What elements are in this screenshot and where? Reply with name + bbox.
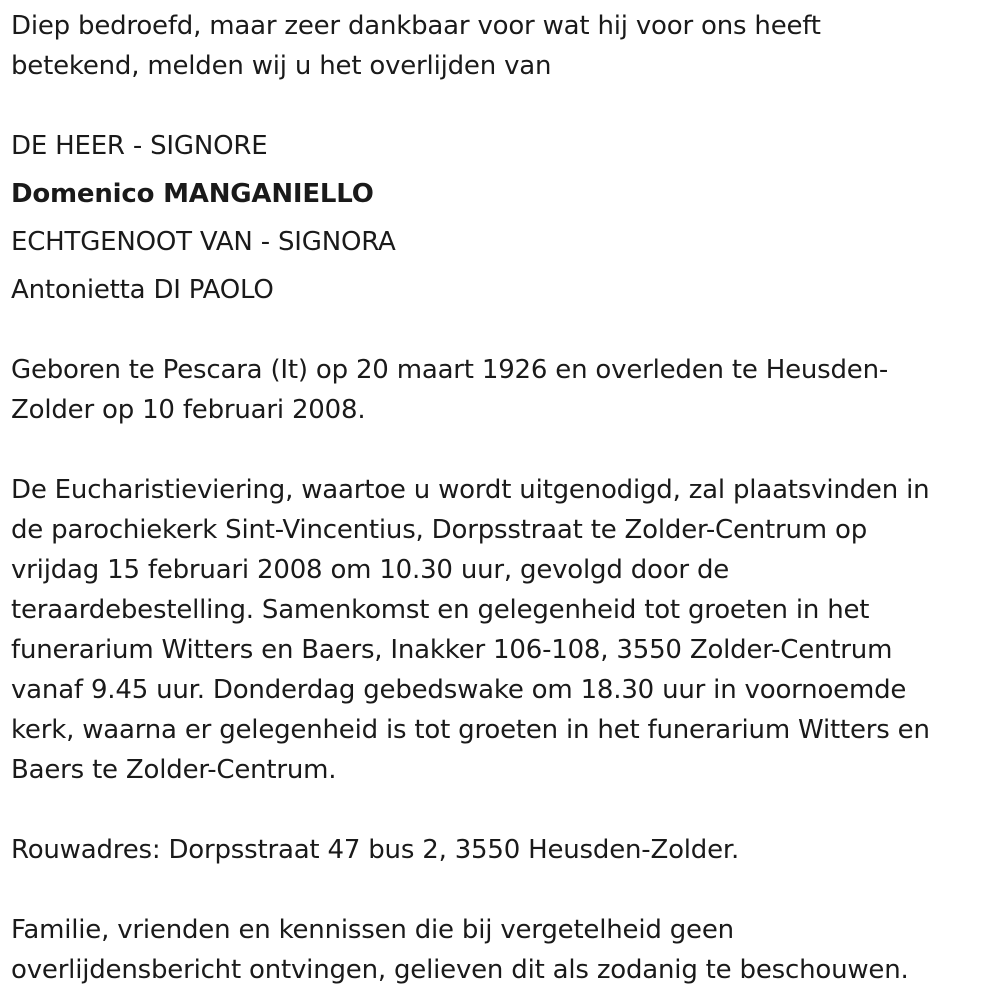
closing-line: Familie, vrienden en kennissen die bij vergetelheid geen [11, 915, 734, 945]
ceremony-paragraph [11, 470, 991, 790]
birth-death-line: Geboren te Pescara (It) op 20 maart 1926 en overleden te Heusden- [11, 355, 889, 385]
ceremony-line: teraardebestelling. Samenkomst en gelegenheid tot groeten in het [11, 595, 870, 625]
intro-line: Diep bedroefd, maar zeer dankbaar voor wat hij voor ons heeft [11, 11, 821, 41]
spouse-relation: ECHTGENOOT VAN - SIGNORA [11, 227, 396, 257]
closing-paragraph [11, 910, 991, 990]
birth-death-line: Zolder op 10 februari 2008. [11, 395, 366, 425]
closing-line: overlijdensbericht ontvingen, gelieven dit als zodanig te beschouwen. [11, 955, 909, 985]
intro-paragraph [11, 0, 991, 86]
spouse-name: Antonietta DI PAOLO [11, 275, 274, 305]
deceased-block [11, 122, 991, 314]
ceremony-line: De Eucharistieviering, waartoe u wordt uitgenodigd, zal plaatsvinden in [11, 475, 930, 505]
ceremony-line: de parochiekerk Sint-Vincentius, Dorpsstraat te Zolder-Centrum op [11, 515, 867, 545]
obituary-document [11, 0, 991, 990]
birth-death-paragraph [11, 350, 991, 430]
ceremony-line: Baers te Zolder-Centrum. [11, 755, 337, 785]
intro-line: betekend, melden wij u het overlijden van [11, 51, 552, 81]
deceased-name: Domenico MANGANIELLO [11, 179, 374, 209]
deceased-title: DE HEER - SIGNORE [11, 131, 268, 161]
ceremony-line: vanaf 9.45 uur. Donderdag gebedswake om 18.30 uur in voornoemde [11, 675, 907, 705]
ceremony-line: funerarium Witters en Baers, Inakker 106-108, 3550 Zolder-Centrum [11, 635, 893, 665]
ceremony-line: vrijdag 15 februari 2008 om 10.30 uur, gevolgd door de [11, 555, 730, 585]
address-paragraph [11, 830, 991, 870]
ceremony-line: kerk, waarna er gelegenheid is tot groeten in het funerarium Witters en [11, 715, 930, 745]
mourning-address: Rouwadres: Dorpsstraat 47 bus 2, 3550 Heusden-Zolder. [11, 835, 740, 865]
